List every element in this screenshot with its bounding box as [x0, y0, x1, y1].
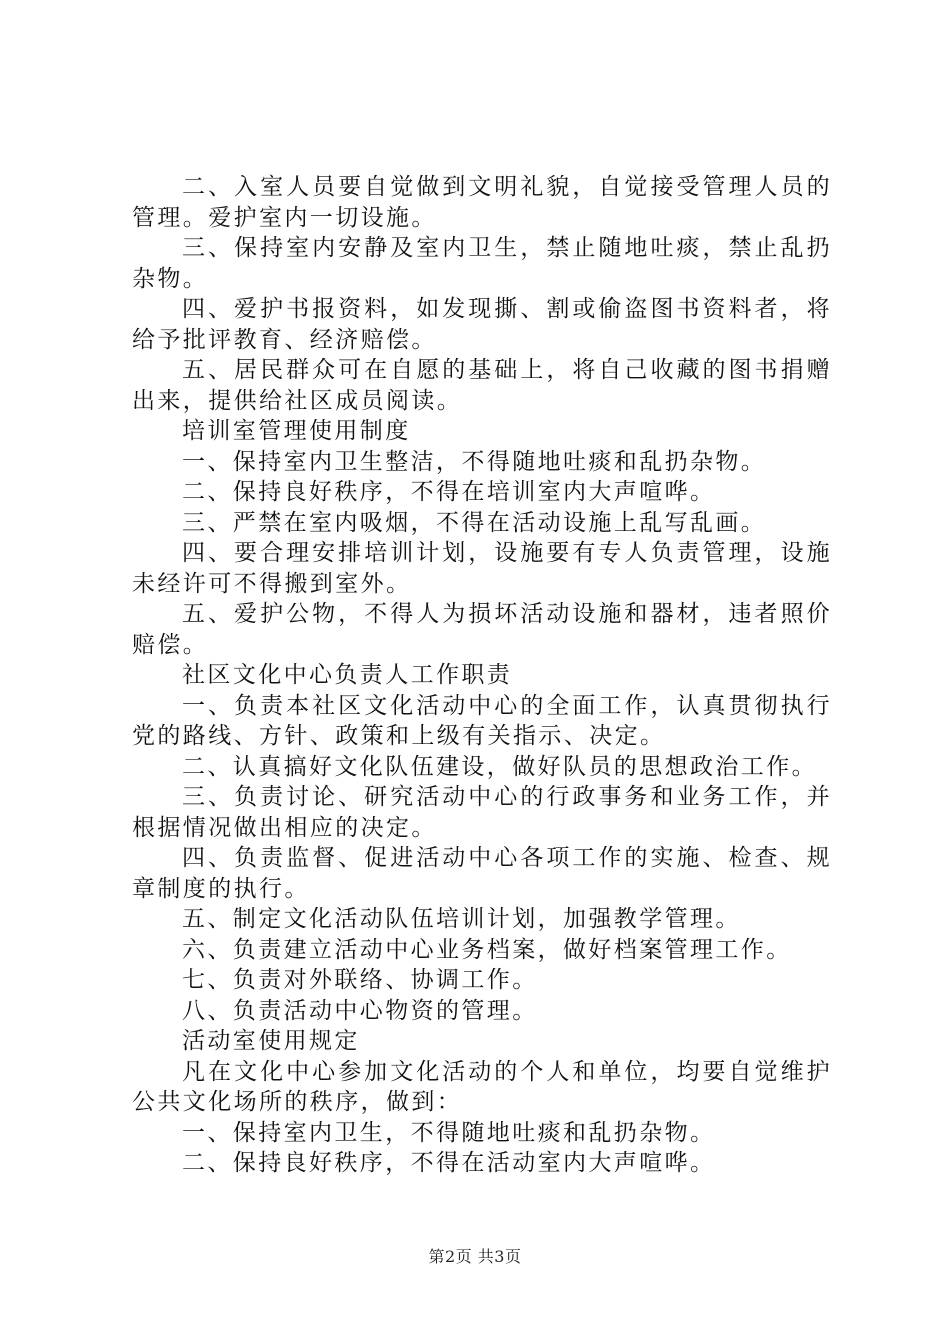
paragraph: 五、爱护公物，不得人为损坏活动设施和器材，违者照价赔偿。 [132, 601, 832, 658]
paragraph: 二、保持良好秩序，不得在培训室内大声喧哗。 [182, 479, 716, 505]
paragraph: 一、保持室内卫生，不得随地吐痰和乱扔杂物。 [182, 1119, 716, 1146]
paragraph: 六、负责建立活动中心业务档案，做好档案管理工作。 [182, 936, 792, 963]
paragraph: 二、认真搞好文化队伍建设，做好队员的思想政治工作。 [182, 753, 817, 780]
paragraph: 八、负责活动中心物资的管理。 [182, 997, 538, 1024]
paragraph: 七、负责对外联络、协调工作。 [182, 967, 538, 993]
section-heading: 培训室管理使用制度 [182, 418, 411, 444]
paragraph: 三、负责讨论、研究活动中心的行政事务和业务工作，并根据情况做出相应的决定。 [132, 784, 832, 841]
document-body [132, 172, 832, 1179]
paragraph: 三、严禁在室内吸烟，不得在活动设施上乱写乱画。 [182, 509, 767, 536]
paragraph: 四、要合理安排培训计划，设施要有专人负责管理，设施未经许可不得搬到室外。 [132, 540, 832, 597]
paragraph: 四、负责监督、促进活动中心各项工作的实施、检查、规章制度的执行。 [132, 845, 832, 902]
paragraph: 二、保持良好秩序，不得在活动室内大声喧哗。 [182, 1150, 716, 1176]
paragraph: 五、居民群众可在自愿的基础上，将自己收藏的图书捐赠出来，提供给社区成员阅读。 [132, 357, 832, 414]
paragraph: 二、入室人员要自觉做到文明礼貌，自觉接受管理人员的管理。爱护室内一切设施。 [132, 174, 832, 231]
page-footer: 第2页 共3页 [428, 1247, 522, 1266]
paragraph: 三、保持室内安静及室内卫生，禁止随地吐痰，禁止乱扔杂物。 [132, 235, 832, 292]
paragraph: 一、保持室内卫生整洁，不得随地吐痰和乱扔杂物。 [182, 448, 767, 475]
paragraph: 凡在文化中心参加文化活动的个人和单位，均要自觉维护公共文化场所的秩序，做到： [132, 1058, 832, 1115]
section-heading: 活动室使用规定 [182, 1028, 360, 1054]
section-heading: 社区文化中心负责人工作职责 [182, 662, 513, 688]
paragraph: 四、爱护书报资料，如发现撕、割或偷盗图书资料者，将给予批评教育、经济赔偿。 [132, 296, 832, 353]
paragraph: 五、制定文化活动队伍培训计划，加强教学管理。 [182, 906, 741, 932]
paragraph: 一、负责本社区文化活动中心的全面工作，认真贯彻执行党的路线、方针、政策和上级有关指示、决定。 [132, 692, 832, 749]
